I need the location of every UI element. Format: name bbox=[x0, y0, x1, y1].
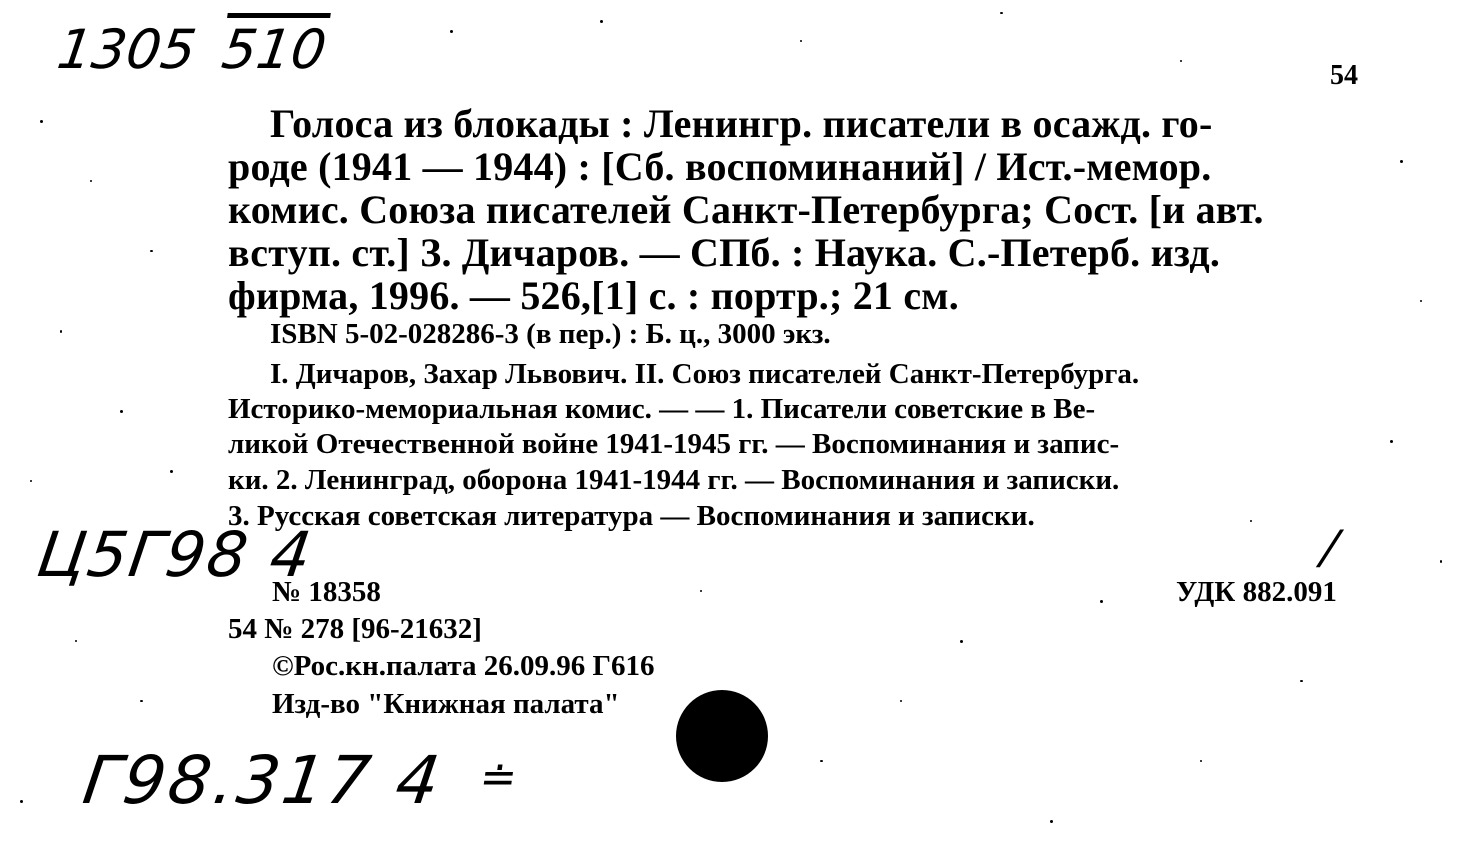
subject-line: 3. Русская советская литература — Воспоминания и записки. bbox=[228, 500, 1035, 532]
copyright-line: ©Рос.кн.палата 26.09.96 Г616 bbox=[272, 650, 655, 682]
title-line: вступ. ст.] З. Дичаров. — СПб. : Наука. С.-Петерб. изд. bbox=[228, 230, 1221, 275]
handwritten-top-number-main: 1305 bbox=[53, 18, 200, 81]
card-number: № 18358 bbox=[272, 576, 381, 608]
handwritten-top-number bbox=[54, 18, 331, 81]
subject-line: I. Дичаров, Захар Львович. II. Союз писателей Санкт-Петербурга. bbox=[270, 358, 1140, 390]
subject-line: ки. 2. Ленинград, оборона 1941-1944 гг. — Воспоминания и записки. bbox=[228, 464, 1120, 496]
punch-hole bbox=[676, 690, 768, 782]
title-line: комис. Союза писателей Санкт-Петербурга; Сост. [и авт. bbox=[228, 187, 1264, 232]
handwritten-top-number-sub: 510 bbox=[218, 18, 331, 81]
handwritten-equals-mark: ≐ bbox=[476, 752, 521, 803]
publisher-line: Изд-во "Книжная палата" bbox=[272, 688, 620, 720]
registration-line: 54 № 278 [96-21632] bbox=[228, 613, 482, 645]
subject-line: ликой Отечественной войне 1941-1945 гг. — Воспоминания и запис- bbox=[228, 428, 1120, 460]
handwritten-left-code: Ц5Г98 4 bbox=[32, 518, 318, 591]
title-line: роде (1941 — 1944) : [Сб. воспоминаний] / Ист.-мемор. bbox=[228, 144, 1212, 189]
handwritten-slash-mark: / bbox=[1318, 520, 1342, 574]
title-line: Голоса из блокады : Ленингр. писатели в осажд. го- bbox=[270, 101, 1213, 146]
handwritten-bottom-code: Г98.317 4 bbox=[78, 742, 448, 819]
title-line: фирма, 1996. — 526,[1] с. : портр.; 21 см. bbox=[228, 273, 959, 318]
isbn-line: ISBN 5-02-028286-3 (в пер.) : Б. ц., 3000 экз. bbox=[270, 318, 831, 350]
corner-number: 54 bbox=[1330, 60, 1358, 91]
udk-code: УДК 882.091 bbox=[1176, 576, 1337, 608]
subject-line: Историко-мемориальная комис. — — 1. Писатели советские в Ве- bbox=[228, 393, 1096, 425]
